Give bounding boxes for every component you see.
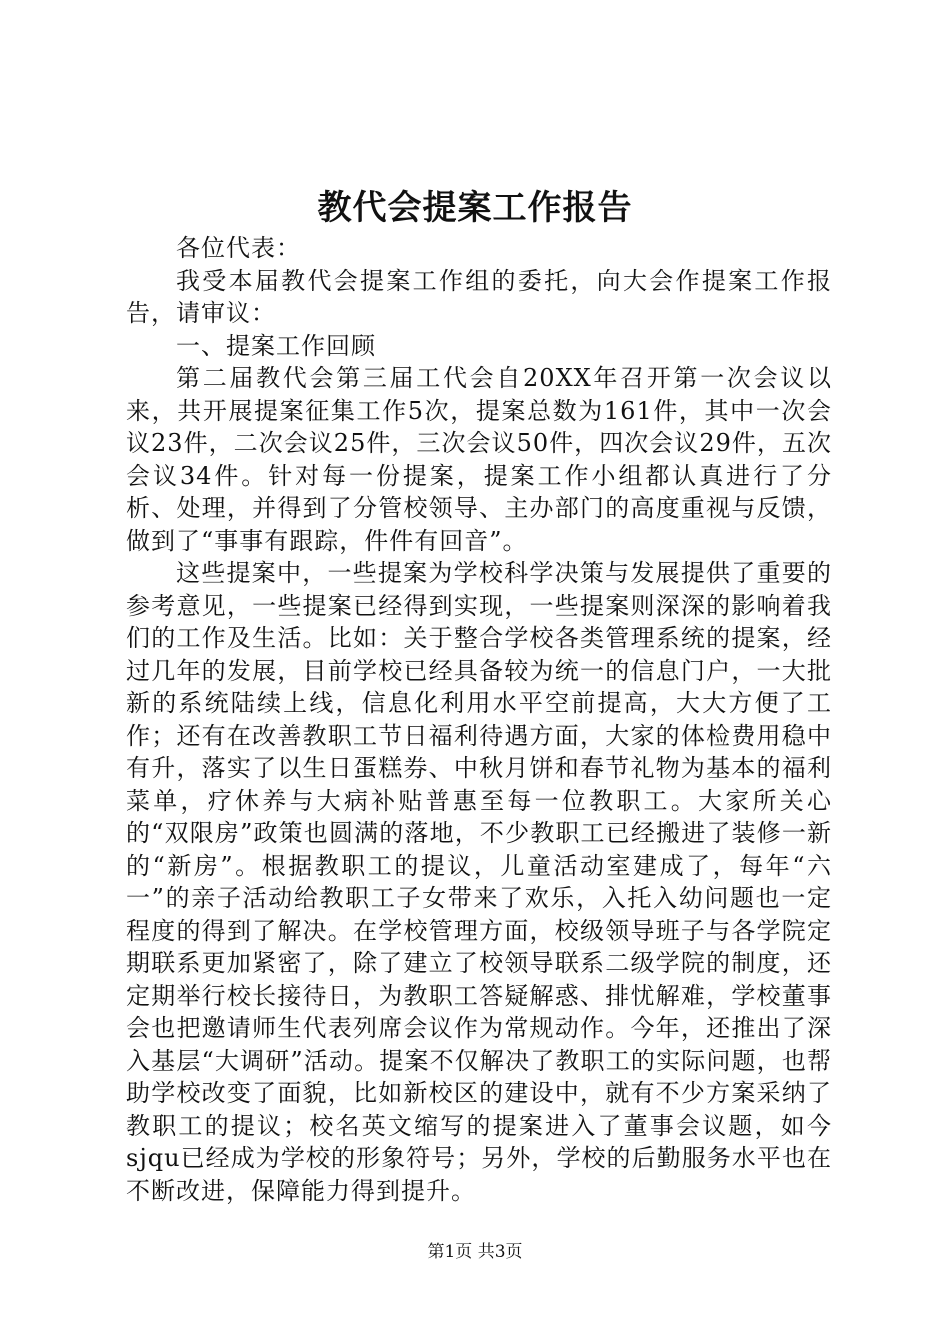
intro-paragraph: 我受本届教代会提案工作组的委托，向大会作提案工作报告，请审议： xyxy=(126,266,832,327)
body-paragraph-examples: 这些提案中，一些提案为学校科学决策与发展提供了重要的参考意见，一些提案已经得到实现，一些提案则深深的影响着我们的工作及生活。比如：关于整合学校各类管理系统的提案，经过几年的发展，目前学校已经具备较为统一的信息门户，一大批新的系统陆续上线，信息化利用水平空前提高，大大方便了工作；还有在改善教职工节日福利待遇方面，大家的体检费用稳中有升，落实了以生日蛋糕券、中秋月饼和春节礼物为基本的福利菜单，疗休养与大病补贴普惠至每一位教职工。大家所关心的“双限房”政策也圆满的落地，不少教职工已经搬进了装修一新的“新房”。根据教职工的提议，儿童活动室建成了，每年“六一”的亲子活动给教职工子女带来了欢乐，入托入幼问题也一定程度的得到了解决。在学校管理方面，校级领导班子与各学院定期联系更加紧密了，除了建立了校领导联系二级学院的制度，还定期举行校长接待日，为教职工答疑解惑、排忧解难，学校董事会也把邀请师生代表列席会议作为常规动作。今年，还推出了深入基层“大调研”活动。提案不仅解决了教职工的实际问题，也帮助学校改变了面貌，比如新校区的建设中，就有不少方案采纳了教职工的提议；校名英文缩写的提案进入了董事会议题，如今sjqu已经成为学校的形象符号；另外，学校的后勤服务水平也在不断改进，保障能力得到提升。 xyxy=(126,559,832,1205)
body-paragraph-review: 第二届教代会第三届工代会自20XX年召开第一次会议以来，共开展提案征集工作5次，提案总数为161件，其中一次会议23件，二次会议25件，三次会议50件，四次会议29件，五次会议34件。针对每一份提案，提案工作小组都认真进行了分析、处理，并得到了分管校领导、主办部门的高度重视与反馈，做到了“事事有跟踪，件件有回音”。 xyxy=(126,364,832,555)
document-body xyxy=(126,232,832,1207)
document-title: 教代会提案工作报告 xyxy=(317,188,633,228)
salutation: 各位代表： xyxy=(176,234,301,262)
section-heading: 一、提案工作回顾 xyxy=(176,331,376,360)
page-footer: 第1页 共3页 xyxy=(427,1242,523,1262)
